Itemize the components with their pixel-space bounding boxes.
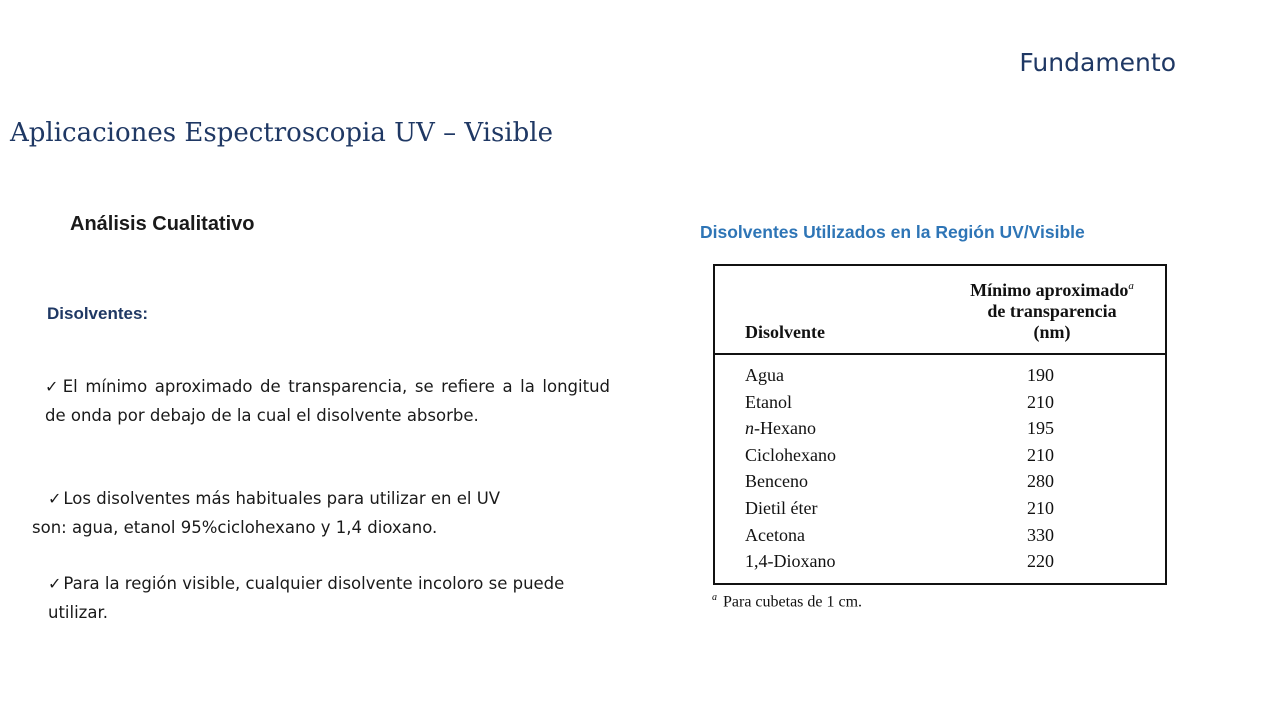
footnote-marker: a	[712, 592, 717, 603]
table-row	[715, 471, 1165, 498]
solvents-table	[713, 264, 1167, 585]
solvent-name: Etanol	[745, 391, 792, 412]
solvent-name: Agua	[745, 365, 784, 385]
table-row	[715, 445, 1165, 472]
solvent-name-prefix: n	[745, 418, 754, 439]
page-title: Aplicaciones Espectroscopia UV – Visible	[10, 118, 553, 148]
solvent-name: Benceno	[745, 471, 808, 492]
bullet-line	[32, 484, 592, 513]
table-row	[715, 365, 1165, 392]
solvent-value: 330	[1027, 524, 1054, 545]
checkmark-icon: ✓	[48, 489, 62, 508]
solvent-value: 210	[1027, 391, 1054, 412]
table-body	[715, 365, 1165, 578]
checkmark-icon: ✓	[48, 574, 62, 593]
table-caption: Disolventes Utilizados en la Región UV/Visible	[700, 222, 1085, 242]
table-footnote	[712, 592, 862, 611]
bullet-line: son: agua, etanol 95%ciclohexano y 1,4 dioxano.	[32, 518, 438, 537]
solvent-value: 210	[1027, 444, 1054, 465]
footnote-text: Para cubetas de 1 cm.	[723, 593, 863, 611]
bullet-text: El mínimo aproximado de transparencia, se refiere a la longitud de onda por debajo de la cual el disolvente absorbe.	[45, 377, 611, 425]
solvent-value: 280	[1027, 471, 1054, 492]
solvent-value: 220	[1027, 551, 1054, 572]
checkmark-icon: ✓	[45, 377, 61, 396]
table-row	[715, 498, 1165, 525]
solvent-value: 195	[1027, 418, 1054, 439]
solvents-label: Disolventes:	[47, 304, 149, 323]
column-header-line: de transparencia	[987, 301, 1117, 321]
bullet-transparency	[45, 372, 610, 430]
footnote-marker: a	[1128, 280, 1134, 292]
column-header-text: Mínimo aproximado	[970, 280, 1129, 300]
table-row	[715, 392, 1165, 419]
section-label: Fundamento	[1019, 48, 1176, 77]
table-row	[715, 418, 1165, 445]
bullet-visible-region	[48, 569, 608, 627]
solvent-name: Ciclohexano	[745, 444, 836, 465]
solvent-name: 1,4-Dioxano	[745, 551, 836, 572]
solvent-value: 190	[1027, 365, 1054, 385]
solvent-name-rest: -Hexano	[754, 418, 816, 439]
column-header-line	[947, 276, 1157, 301]
column-header-min-transparency	[947, 276, 1157, 343]
column-header-solvent: Disolvente	[745, 322, 825, 342]
subtitle: Análisis Cualitativo	[70, 213, 255, 235]
column-header-line: (nm)	[1033, 322, 1071, 342]
bullet-common-solvents	[32, 484, 592, 542]
table-row	[715, 525, 1165, 552]
table-row	[715, 551, 1165, 578]
solvent-name: Dietil éter	[745, 497, 818, 518]
bullet-text: Para la región visible, cualquier disolvente incoloro se puede utilizar.	[48, 574, 565, 622]
solvent-value: 210	[1027, 497, 1054, 518]
solvent-name	[745, 418, 816, 439]
header-divider	[715, 353, 1165, 355]
solvent-name: Acetona	[745, 524, 805, 545]
bullet-text: Los disolventes más habituales para utilizar en el UV	[63, 489, 501, 508]
